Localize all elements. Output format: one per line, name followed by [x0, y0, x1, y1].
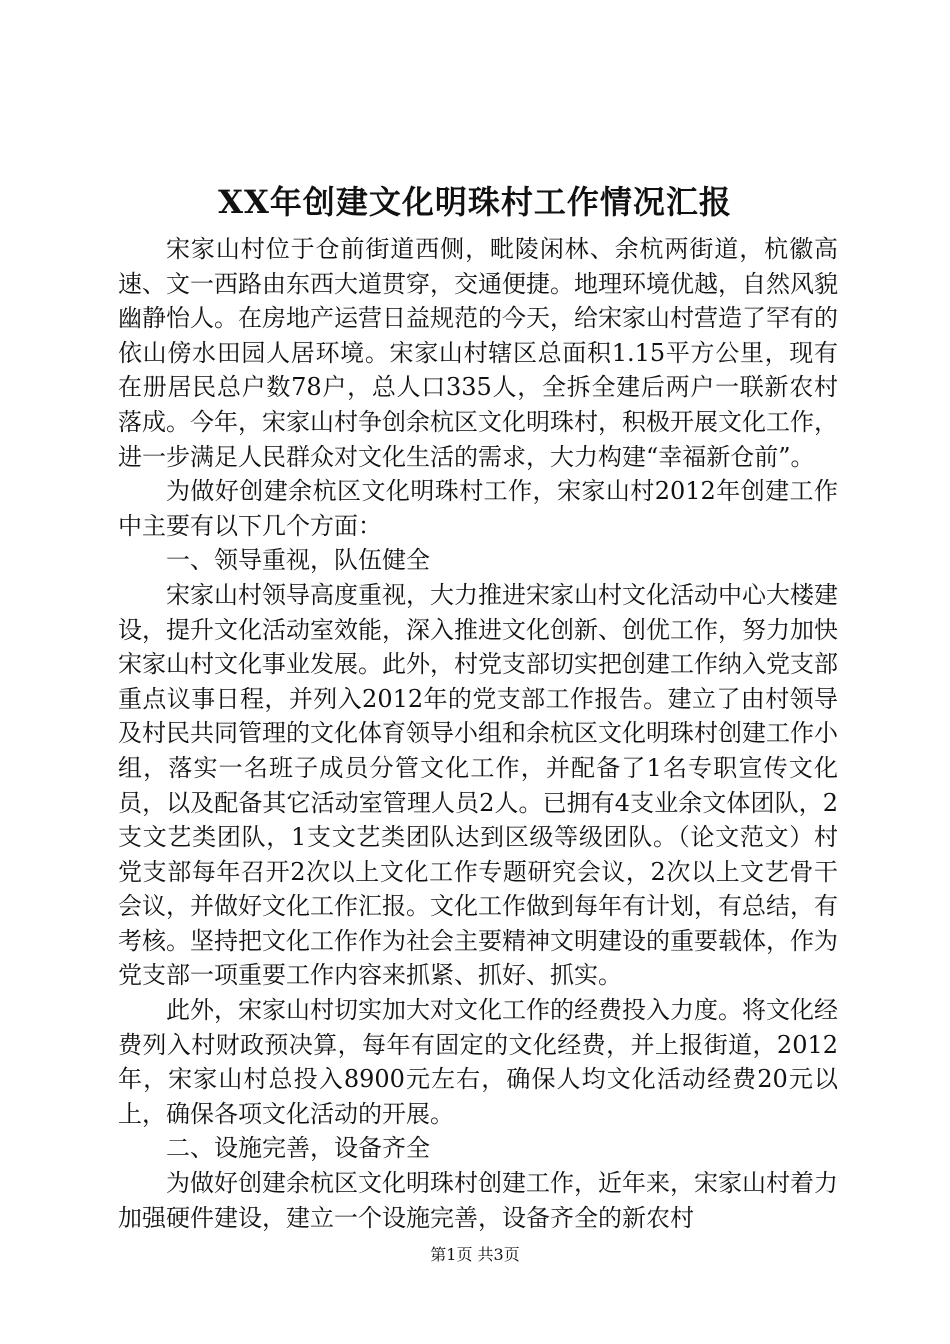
paragraph-facilities: 为做好创建余杭区文化明珠村创建工作，近年来，宋家山村着力加强硬件建设，建立一个设施完善，设备齐全的新农村: [118, 1169, 838, 1232]
section-heading-leadership: 一、领导重视，队伍健全: [166, 546, 430, 575]
paragraph-overview: 为做好创建余杭区文化明珠村工作，宋家山村2012年创建工作中主要有以下几个方面：: [118, 477, 838, 540]
page-number: 第1页 共3页: [430, 1245, 520, 1264]
paragraph-intro: 宋家山村位于仓前街道西侧，毗陵闲林、余杭两街道，杭徽高速、文一西路由东西大道贯穿，交通便捷。地理环境优越，自然风貌幽静怡人。在房地产运营日益规范的今天，给宋家山村营造了罕有的依山傍水田园人居环境。宋家山村辖区总面积1.15平方公里，现有在册居民总户数78户，总人口335人，全拆全建后两户一联新农村落成。今年，宋家山村争创余杭区文化明珠村，积极开展文化工作，进一步满足人民群众对文化生活的需求，大力构建“幸福新仓前”。: [118, 235, 838, 471]
paragraph-leadership: 宋家山村领导高度重视，大力推进宋家山村文化活动中心大楼建设，提升文化活动室效能，深入推进文化创新、创优工作，努力加快宋家山村文化事业发展。此外，村党支部切实把创建工作纳入党支部重点议事日程，并列入2012年的党支部工作报告。建立了由村领导及村民共同管理的文化体育领导小组和余杭区文化明珠村创建工作小组，落实一名班子成员分管文化工作，并配备了1名专职宣传文化员，以及配备其它活动室管理人员2人。已拥有4支业余文体团队，2支文艺类团队，1支文艺类团队达到区级等级团队。（论文范文）村党支部每年召开2次以上文化工作专题研究会议，2次以上文艺骨干会议，并做好文化工作汇报。文化工作做到每年有计划，有总结，有考核。坚持把文化工作作为社会主要精神文明建设的重要载体，作为党支部一项重要工作内容来抓紧、抓好、抓实。: [118, 580, 838, 990]
document-body: [118, 232, 838, 1235]
paragraph-funding: 此外，宋家山村切实加大对文化工作的经费投入力度。将文化经费列入村财政预决算，每年有固定的文化经费，并上报街道，2012年，宋家山村总投入8900元左右，确保人均文化活动经费20元以上，确保各项文化活动的开展。: [118, 996, 838, 1128]
document-title: XX年创建文化明珠村工作情况汇报: [218, 183, 732, 221]
section-heading-facilities: 二、设施完善，设备齐全: [166, 1134, 430, 1163]
